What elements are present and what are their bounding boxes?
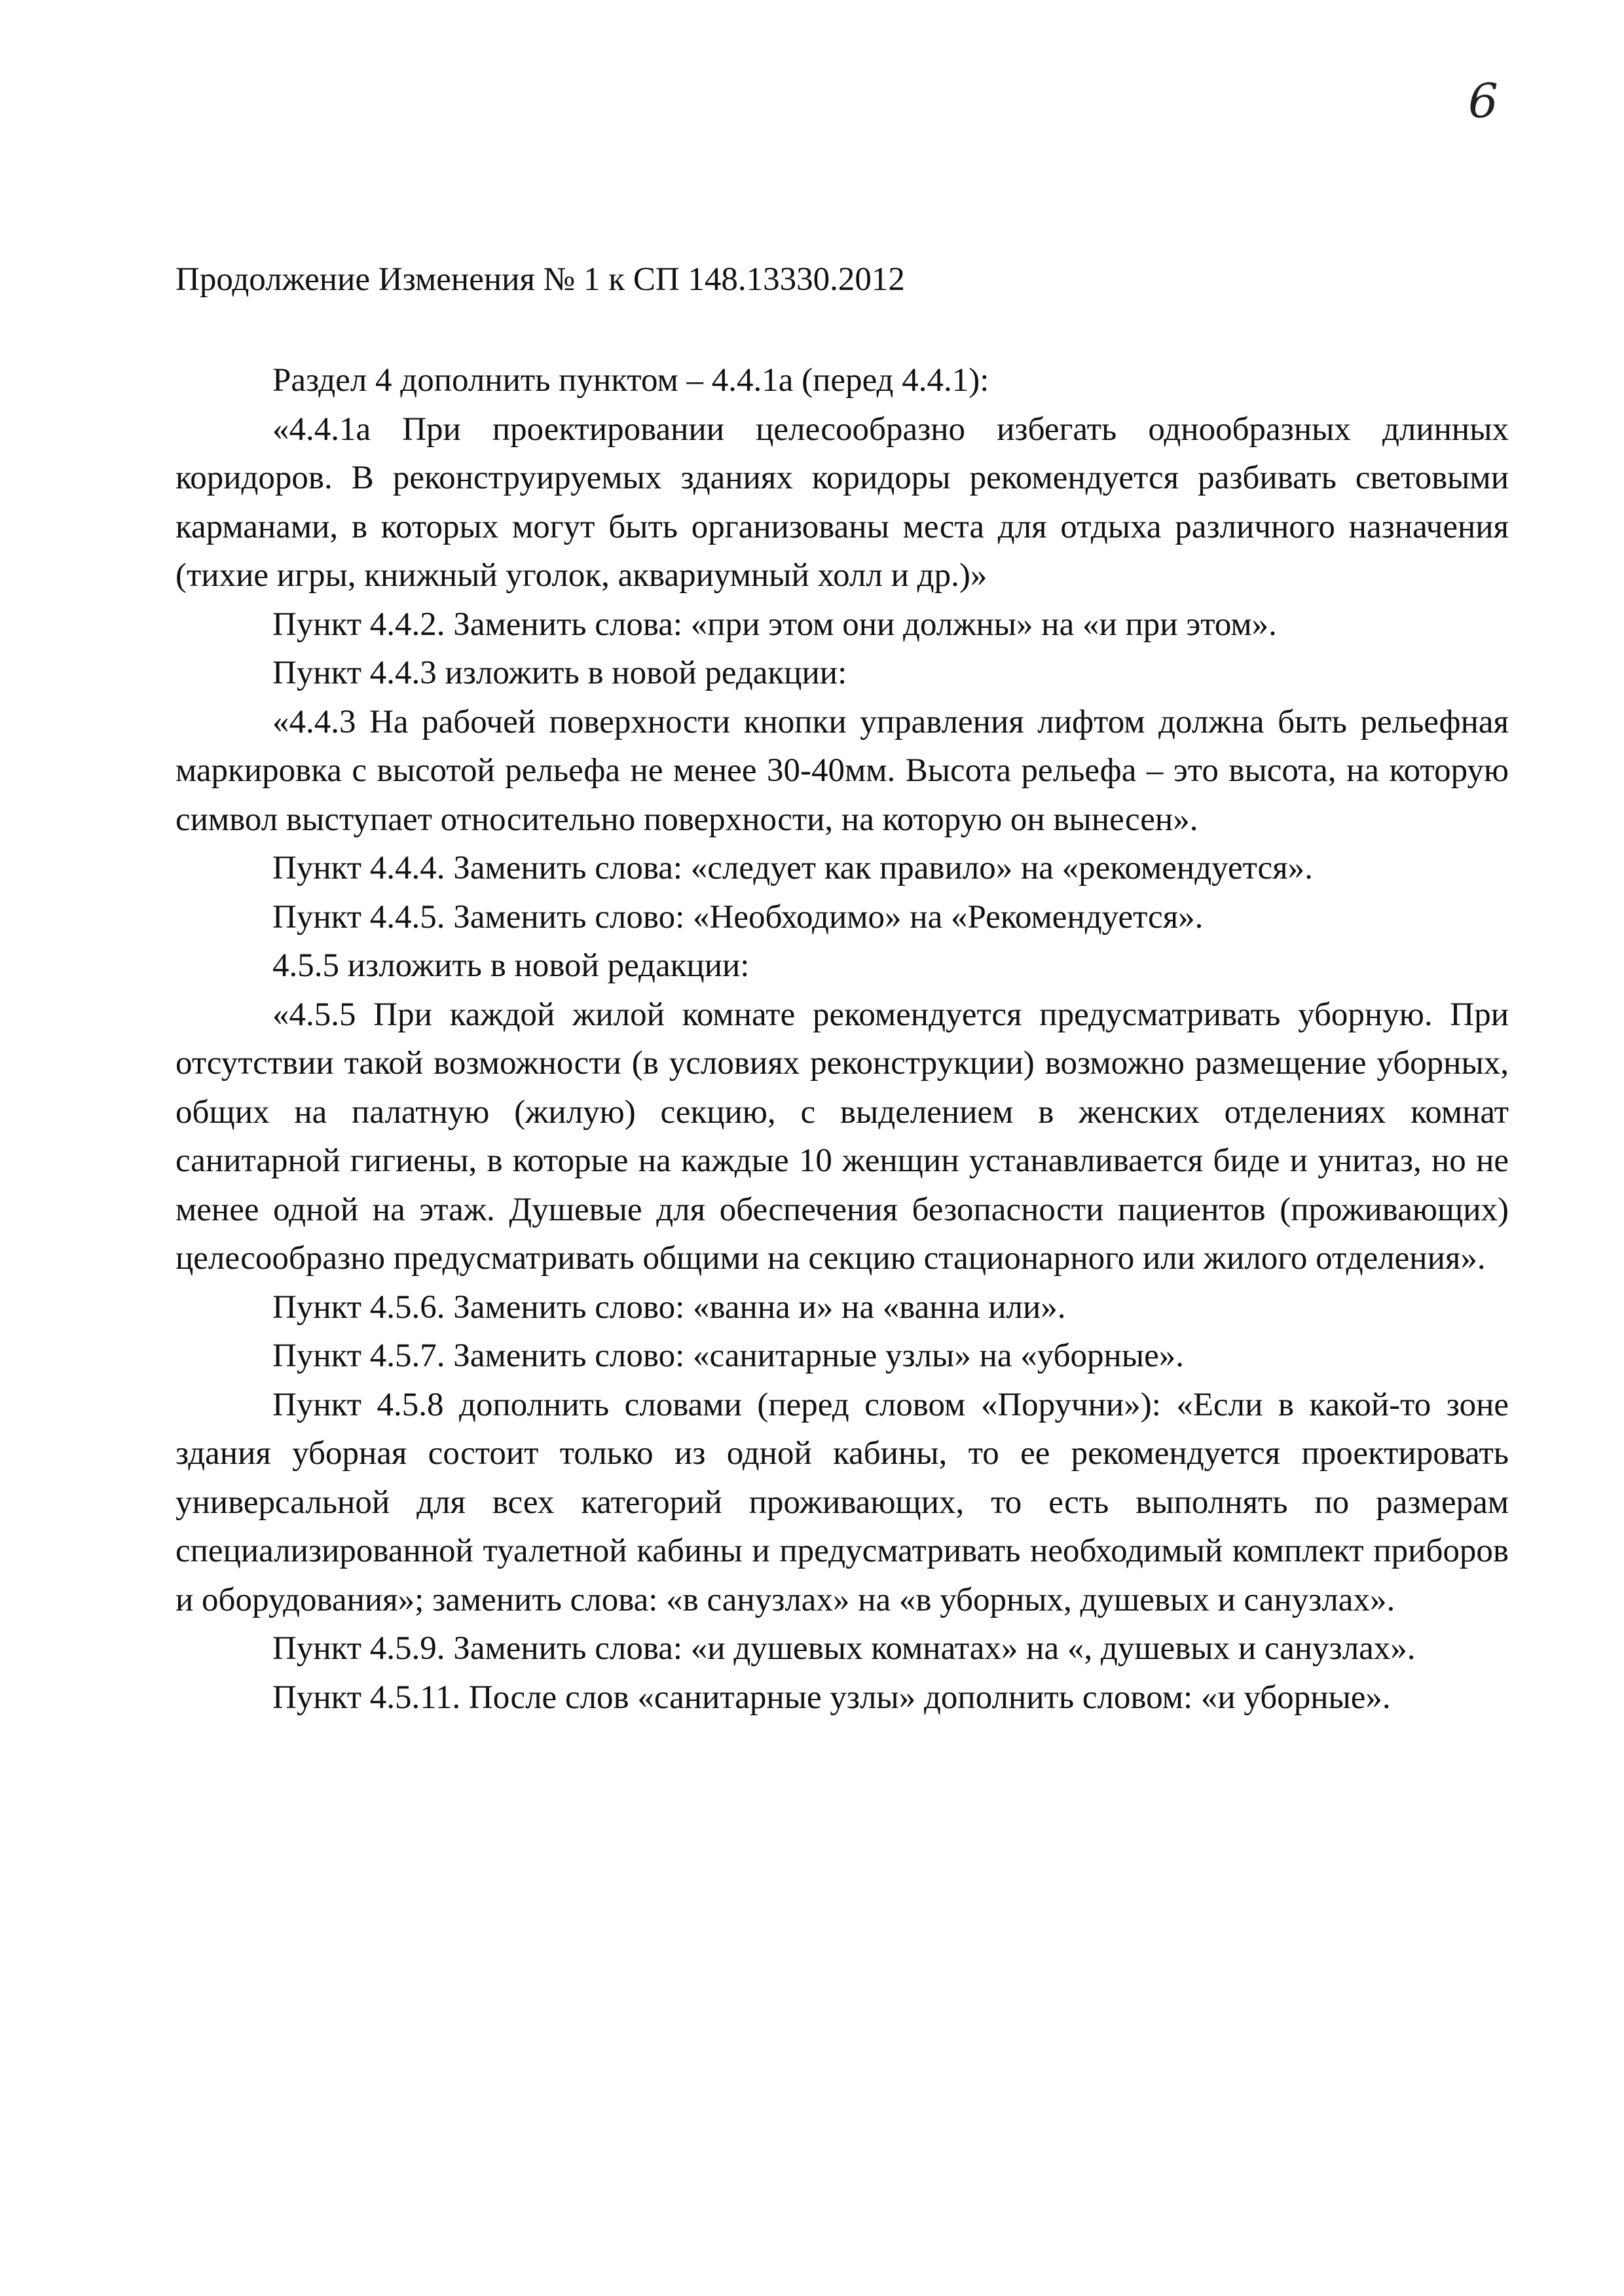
paragraph-4-5-8: Пункт 4.5.8 дополнить словами (перед словом «Поручни»): «Если в какой-то зоне здания уборная состоит только из одной кабины, то ее рекомендуется проектировать универсальной для всех категорий проживающих, то есть выполнять по размерам специализированной туалетной кабины и предусматривать необходимый комплект приборов и оборудования»; заменить слова: «в санузлах» на «в уборных, душевых и санузлах». bbox=[175, 1386, 1509, 1618]
paragraph-4-4-2: Пункт 4.4.2. Заменить слова: «при этом они должны» на «и при этом». bbox=[272, 606, 1277, 643]
page-number: 6 bbox=[1468, 73, 1498, 128]
document-header: Продолжение Изменения № 1 к СП 148.13330.2012 bbox=[175, 261, 905, 298]
paragraph-4-5-5: «4.5.5 При каждой жилой комнате рекомендуется предусматривать уборную. При отсутствии такой возможности (в условиях реконструкции) возможно размещение уборных, общих на палатную (жилую) секцию, с выделением в женских отделениях комнат санитарной гигиены, в которые на каждые 10 женщин устанавливается биде и унитаз, но не менее одной на этаж. Душевые для обеспечения безопасности пациентов (проживающих) целесообразно предусматривать общими на секцию стационарного или жилого отделения». bbox=[175, 996, 1509, 1277]
paragraph-4-5-9: Пункт 4.5.9. Заменить слова: «и душевых комнатах» на «, душевых и санузлах». bbox=[272, 1630, 1416, 1667]
paragraph-4-4-5: Пункт 4.4.5. Заменить слово: «Необходимо» на «Рекомендуется». bbox=[272, 898, 1204, 936]
paragraph-4-5-7: Пункт 4.5.7. Заменить слово: «санитарные узлы» на «уборные». bbox=[272, 1338, 1184, 1374]
paragraph-section-4-add: Раздел 4 дополнить пунктом – 4.4.1а (перед 4.4.1): bbox=[272, 362, 989, 399]
paragraph-4-4-4: Пункт 4.4.4. Заменить слова: «следует как правило» на «рекомендуется». bbox=[272, 850, 1313, 886]
document-body bbox=[175, 356, 1509, 1722]
paragraph-4-5-6: Пункт 4.5.6. Заменить слово: «ванна и» на «ванна или». bbox=[272, 1288, 1066, 1326]
paragraph-4-4-1a: «4.4.1а При проектировании целесообразно избегать однообразных длинных коридоров. В реконструируемых зданиях коридоры рекомендуется разбивать световыми карманами, в которых могут быть организованы места для отдыха различного назначения (тихие игры, книжный уголок, аквариумный холл и др.)» bbox=[175, 410, 1509, 594]
paragraph-4-5-5-intro: 4.5.5 изложить в новой редакции: bbox=[272, 947, 750, 984]
paragraph-4-5-11: Пункт 4.5.11. После слов «санитарные узлы» дополнить словом: «и уборные». bbox=[272, 1679, 1391, 1716]
paragraph-4-4-3: «4.4.3 На рабочей поверхности кнопки управления лифтом должна быть рельефная маркировка с высотой рельефа не менее 30-40мм. Высота рельефа – это высота, на которую символ выступает относительно поверхности, на которую он вынесен». bbox=[175, 703, 1509, 838]
paragraph-4-4-3-intro: Пункт 4.4.3 изложить в новой редакции: bbox=[272, 655, 847, 691]
